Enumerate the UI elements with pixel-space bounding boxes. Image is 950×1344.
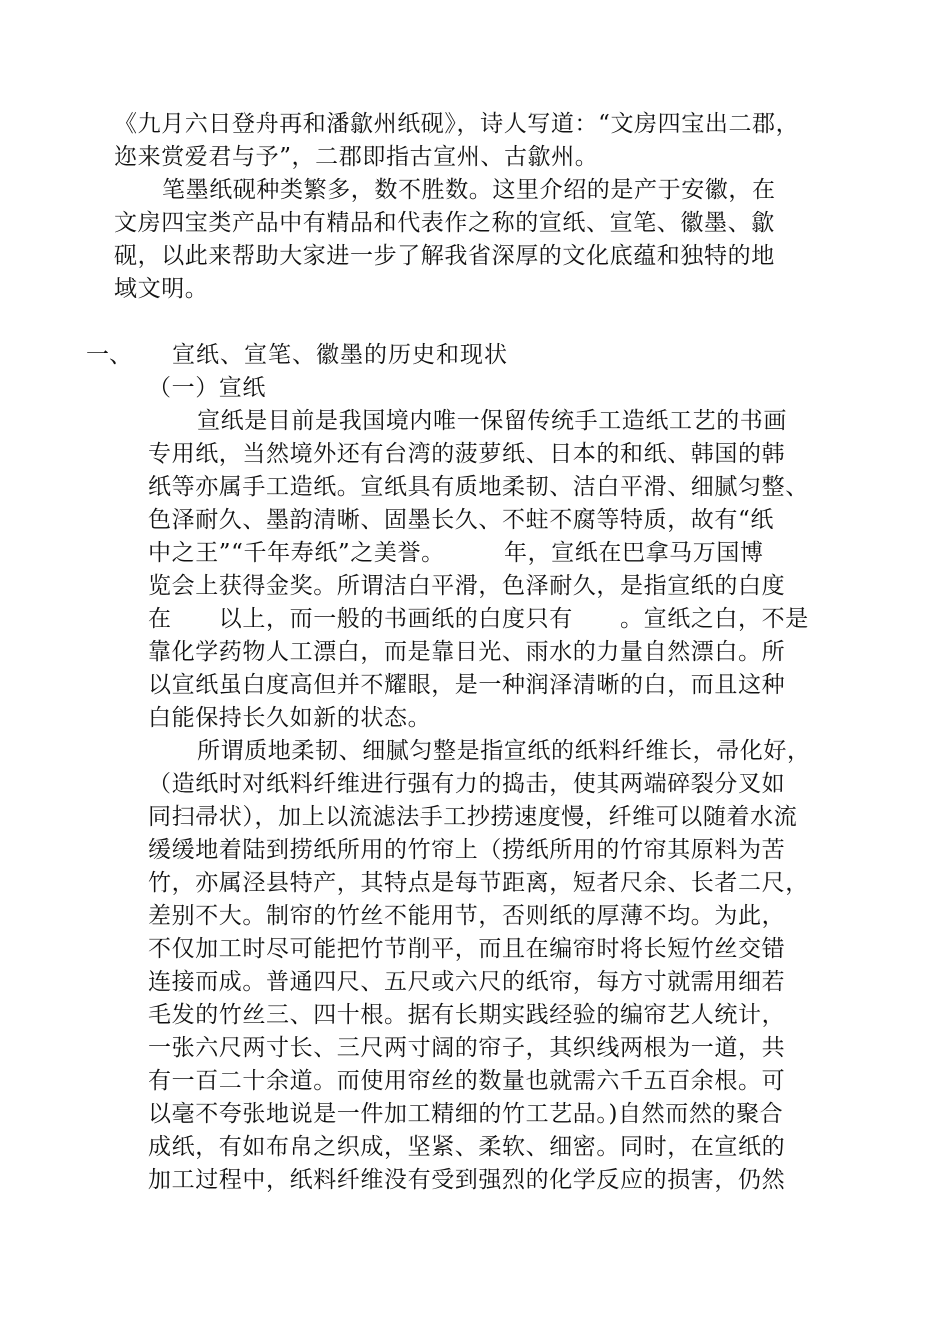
paragraph-line: 有一百二十余道。而使用帘丝的数量也就需六千五百余根。可 bbox=[148, 1068, 786, 1094]
section-title: 宣纸、宣笔、徽墨的历史和现状 bbox=[172, 342, 508, 368]
paragraph-line: 以毫不夸张地说是一件加工精细的竹工艺品。)自然而然的聚合 bbox=[148, 1101, 784, 1127]
paragraph-line: 所谓质地柔韧、细腻匀整是指宣纸的纸料纤维长，帚化好， bbox=[197, 738, 811, 764]
paragraph-line: 缓缓地着陆到捞纸所用的竹帘上（捞纸所用的竹帘其原料为苦 bbox=[148, 837, 786, 863]
section-number: 一、 bbox=[86, 342, 132, 368]
paragraph-line: 宣纸是目前是我国境内唯一保留传统手工造纸工艺的书画 bbox=[197, 408, 787, 434]
paragraph-line: 专用纸，当然境外还有台湾的菠萝纸、日本的和纸、韩国的韩 bbox=[148, 441, 786, 467]
paragraph-line: 在 以上，而一般的书画纸的白度只有 。宣纸之白，不是 bbox=[148, 606, 809, 632]
paragraph-line: 一张六尺两寸长、三尺两寸阔的帘子，其织线两根为一道，共 bbox=[148, 1035, 786, 1061]
paragraph-line: 览会上获得金奖。所谓洁白平滑，色泽耐久，是指宣纸的白度 bbox=[148, 573, 786, 599]
intro-line: 迩来赏爱君与予”，二郡即指古宣州、古歙州。 bbox=[114, 144, 599, 170]
paragraph-line: 靠化学药物人工漂白，而是靠日光、雨水的力量自然漂白。所 bbox=[148, 639, 786, 665]
paragraph-line: （造纸时对纸料纤维进行强有力的捣击，使其两端碎裂分叉如 bbox=[148, 771, 786, 797]
paragraph-line: 竹，亦属泾县特产，其特点是每节距离，短者尺余、长者二尺， bbox=[148, 870, 809, 896]
paragraph-line: 成纸，有如布帛之织成，坚紧、柔软、细密。同时，在宣纸的 bbox=[148, 1134, 786, 1160]
paragraph-line: 白能保持长久如新的状态。 bbox=[148, 705, 432, 731]
paragraph-line: 不仅加工时尽可能把竹节削平，而且在编帘时将长短竹丝交错 bbox=[148, 936, 786, 962]
intro-line: 笔墨纸砚种类繁多，数不胜数。这里介绍的是产于安徽，在 bbox=[162, 177, 776, 203]
paragraph-line: 连接而成。普通四尺、五尺或六尺的纸帘，每方寸就需用细若 bbox=[148, 969, 786, 995]
paragraph-line: 加工过程中，纸料纤维没有受到强烈的化学反应的损害，仍然 bbox=[148, 1167, 786, 1193]
paragraph-line: 中之王”“千年寿纸”之美誉。 年，宣纸在巴拿马万国博 bbox=[148, 540, 764, 566]
paragraph-line: 差别不大。制帘的竹丝不能用节，否则纸的厚薄不均。为此， bbox=[148, 903, 786, 929]
paragraph-line: 纸等亦属手工造纸。宣纸具有质地柔韧、洁白平滑、细腻匀整、 bbox=[148, 474, 809, 500]
intro-line: 域文明。 bbox=[114, 276, 209, 302]
intro-line: 文房四宝类产品中有精品和代表作之称的宣纸、宣笔、徽墨、歙 bbox=[114, 210, 775, 236]
paragraph-line: 毛发的竹丝三、四十根。据有长期实践经验的编帘艺人统计， bbox=[148, 1002, 786, 1028]
paragraph-line: 色泽耐久、墨韵清晰、固墨长久、不蛀不腐等特质，故有“纸 bbox=[148, 507, 774, 533]
intro-line: 《九月六日登舟再和潘歙州纸砚》，诗人写道：“文房四宝出二郡， bbox=[114, 111, 800, 137]
intro-line: 砚，以此来帮助大家进一步了解我省深厚的文化底蕴和独特的地 bbox=[114, 243, 775, 269]
paragraph-line: 同扫帚状），加上以流滤法手工抄捞速度慢，纤维可以随着水流 bbox=[148, 804, 798, 830]
paragraph-line: 以宣纸虽白度高但并不耀眼，是一种润泽清晰的白，而且这种 bbox=[148, 672, 786, 698]
subsection-title: （一）宣纸 bbox=[148, 375, 266, 401]
